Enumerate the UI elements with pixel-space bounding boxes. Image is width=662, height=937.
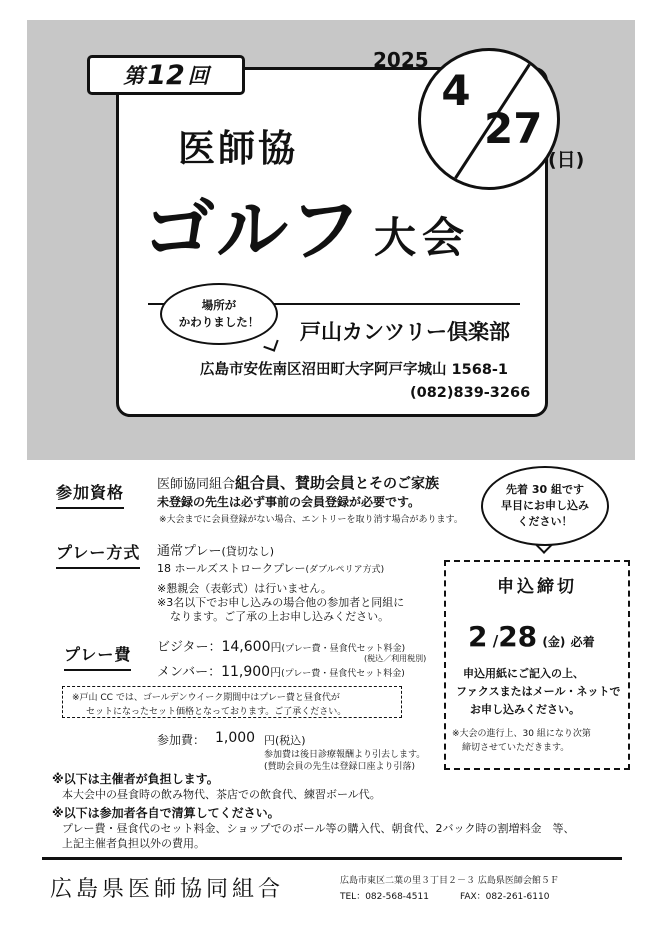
participant-costs-body-2: 上記主催者負担以外の費用。 bbox=[62, 837, 205, 850]
play-line-1-main: 通常プレー bbox=[157, 544, 222, 559]
eligibility-pre: 医師協同組合 bbox=[157, 477, 236, 492]
venue-phone: (082)839-3266 bbox=[410, 385, 531, 401]
early-line-3: ください！ bbox=[517, 514, 573, 528]
member-label: メンバー： bbox=[157, 665, 222, 680]
event-weekday: (日) bbox=[548, 149, 585, 171]
play-line-2 bbox=[157, 560, 384, 576]
deadline-weekday: (金) bbox=[542, 635, 566, 649]
golden-week-note-1: ※戸山 CC では、ゴールデンウイーク期間中はプレー費と昼食代が bbox=[72, 693, 340, 703]
venue-address: 広島市安佐南区沼田町大字阿戸字城山 1568-1 bbox=[200, 362, 509, 378]
deadline-note-2: 締切させていただきます。 bbox=[462, 743, 570, 753]
footer-org-name: 広島県医師協同組合 bbox=[50, 877, 285, 902]
participant-costs-head: ※以下は参加者各自で清算してください。 bbox=[52, 806, 280, 820]
visitor-note: (プレー費・昼食代セット料金) bbox=[281, 644, 406, 654]
deadline-title: 申込締切 bbox=[497, 577, 577, 597]
organizer-costs-head: ※以下は主催者が負担します。 bbox=[52, 772, 219, 786]
entry-fee-unit: 円(税込) bbox=[264, 734, 306, 747]
tournament-title: 大会 bbox=[374, 213, 471, 262]
bubble-line-2: かわりました！ bbox=[178, 315, 260, 329]
entry-fee-note-2: (賛助会員の先生は登録口座より引落) bbox=[264, 762, 416, 772]
footer-fax: FAX：082-261-6110 bbox=[460, 892, 550, 902]
early-line-1: 先着 30 組です bbox=[506, 483, 584, 497]
deadline-required: 必着 bbox=[570, 635, 595, 649]
play-line-2-main: 18 ホールズストロークプレー bbox=[157, 562, 306, 575]
member-fee-row bbox=[157, 661, 405, 680]
entry-fee-label: 参加費： bbox=[157, 733, 206, 747]
footer-tel: TEL：082-568-4511 bbox=[340, 892, 429, 902]
tax-note: (税込／利用税別) bbox=[364, 654, 427, 663]
eligibility-line-2: 未登録の先生は必ず事前の会員登録が必要です。 bbox=[157, 495, 421, 509]
play-line-2-note: (ダブルペリア方式) bbox=[305, 565, 385, 575]
visitor-amount: 14,600 bbox=[221, 639, 271, 655]
organizer-costs-body: 本大会中の昼食時の飲み物代、茶店での飲食代、練習ボール代。 bbox=[62, 788, 381, 801]
member-unit: 円 bbox=[270, 666, 282, 679]
edition-suffix: 回 bbox=[187, 64, 209, 88]
eligibility-post: とそのご家族 bbox=[355, 476, 440, 492]
event-day: 27 bbox=[484, 104, 543, 153]
footer-address: 広島市東区二葉の里３丁目２－３ 広島県医師会館５Ｆ bbox=[340, 876, 559, 886]
play-note-3: なります。ご了承の上お申し込みください。 bbox=[170, 610, 390, 623]
eligibility-label: 参加資格 bbox=[56, 480, 124, 509]
visitor-label: ビジター： bbox=[157, 640, 222, 655]
fees-label: プレー費 bbox=[64, 642, 131, 671]
edition-number: 12 bbox=[147, 59, 185, 91]
visitor-unit: 円 bbox=[270, 641, 282, 654]
deadline-line-1: 申込用紙にご記入の上、 bbox=[463, 667, 584, 680]
deadline-day: 28 bbox=[498, 620, 538, 653]
footer-divider bbox=[42, 857, 622, 860]
eligibility-line-1 bbox=[157, 472, 439, 493]
eligibility-members: 組合員、賛助会員 bbox=[235, 474, 356, 492]
entry-fee-amount: 1,000 bbox=[215, 730, 256, 746]
deadline-date: 2 /28 (金) 必着 bbox=[468, 620, 595, 653]
member-note: (プレー費・昼食代セット料金) bbox=[281, 669, 405, 679]
bubble-line-1: 場所が bbox=[201, 298, 237, 313]
deadline-line-2: ファクスまたはメール・ネットで bbox=[456, 685, 621, 698]
venue-changed-bubble bbox=[160, 283, 278, 345]
play-format-label: プレー方式 bbox=[56, 540, 140, 569]
edition-prefix: 第 bbox=[123, 64, 145, 88]
venue-name: 戸山カンツリー倶楽部 bbox=[300, 320, 510, 344]
play-line-1-note: (貸切なし) bbox=[221, 545, 275, 558]
event-month: 4 bbox=[441, 66, 471, 115]
event-year: 2025 bbox=[373, 48, 429, 72]
deadline-note-1: ※大会の進行上、30 組になり次第 bbox=[452, 729, 591, 739]
entry-fee-note-1: 参加費は後日診療報酬より引去します。 bbox=[264, 750, 426, 760]
eligibility-note: ※大会までに会員登録がない場合、エントリーを取り消す場合があります。 bbox=[159, 515, 463, 525]
play-note-1: ※懇親会（表彰式）は行いません。 bbox=[157, 582, 332, 595]
golf-title: ゴルフ bbox=[143, 188, 363, 272]
play-line-1 bbox=[157, 540, 274, 559]
edition-badge bbox=[87, 55, 245, 95]
deadline-line-3: お申し込みください。 bbox=[470, 703, 580, 716]
member-amount: 11,900 bbox=[221, 664, 271, 680]
play-note-2: ※3名以下でお申し込みの場合他の参加者と同組に bbox=[157, 596, 405, 609]
early-entry-bubble bbox=[481, 466, 609, 546]
assoc-title: 医師協 bbox=[178, 127, 298, 170]
deadline-month: 2 bbox=[468, 620, 488, 653]
early-line-2: 早目にお申し込み bbox=[501, 499, 589, 513]
participant-costs-body-1: プレー費・昼食代のセット料金、ショップでのボール等の購入代、朝食代、2バック時の割増料金 等、 bbox=[62, 822, 575, 835]
golden-week-note-2: セットになったセット価格となっております。ご了承ください。 bbox=[86, 707, 347, 717]
